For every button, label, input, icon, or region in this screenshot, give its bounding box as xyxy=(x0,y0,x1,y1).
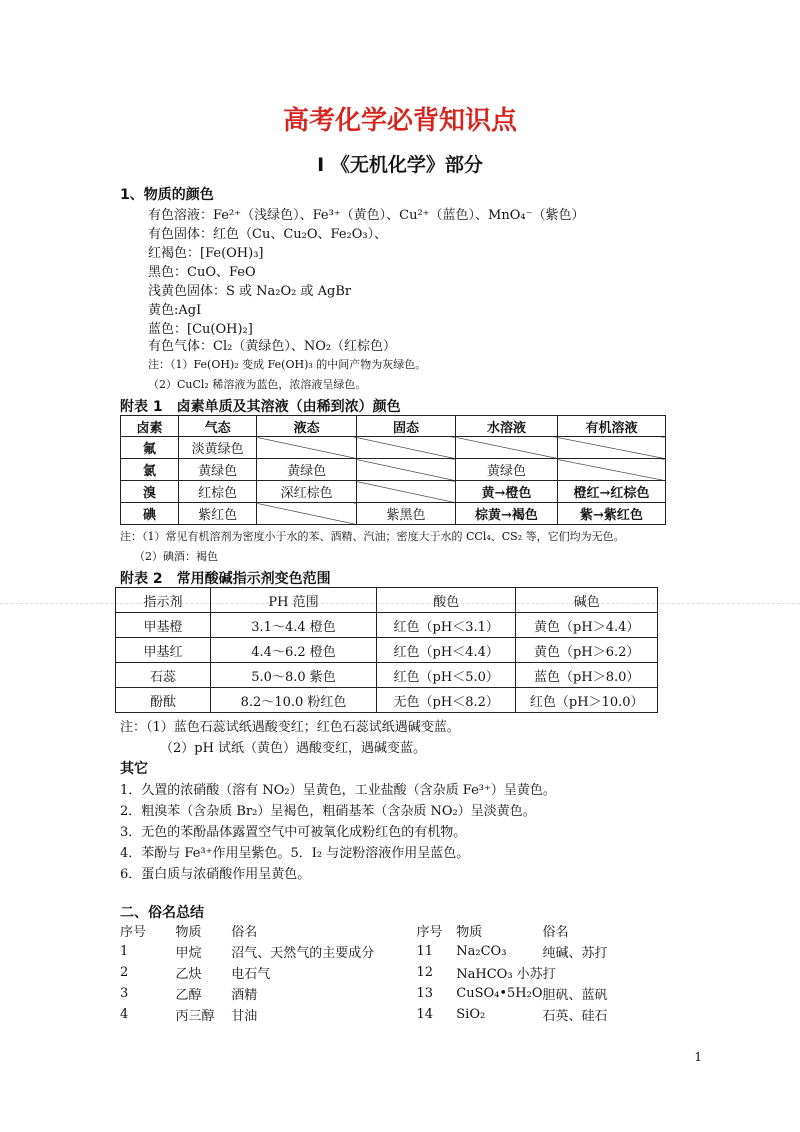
table2-caption: 附表 2 常用酸碱指示剂变色范围 xyxy=(120,571,331,587)
table1-cell-empty xyxy=(456,437,558,459)
table1-cell: 橙红→红棕色 xyxy=(557,481,665,503)
table1-header: 卤素 xyxy=(121,416,179,437)
table1-cell: 红棕色 xyxy=(179,481,257,503)
names-cell: 石英、硅石 xyxy=(542,1009,608,1024)
table2-cell: 红色（pH＜5.0） xyxy=(377,663,516,688)
indicator-table xyxy=(115,587,658,713)
other-heading: 其它 xyxy=(120,761,148,777)
table2-cell: 黄色（pH＞4.4） xyxy=(516,613,658,638)
table2-note: （2）pH 试纸（黄色）遇酸变红，遇碱变蓝。 xyxy=(160,741,427,756)
table2-cell: 4.4～6.2 橙色 xyxy=(211,638,377,663)
table1-cell-empty xyxy=(557,437,665,459)
names-header: 俗名 xyxy=(542,925,569,940)
section1-note: （2）CuCl₂ 稀溶液为蓝色，浓溶液呈绿色。 xyxy=(148,378,367,391)
names-header: 物质 xyxy=(175,925,202,940)
table1-cell: 深红棕色 xyxy=(257,481,357,503)
names-cell: 13 xyxy=(416,986,434,1001)
table2-cell: 黄色（pH＞6.2） xyxy=(516,638,658,663)
other-line: 3．无色的苯酚晶体露置空气中可被氧化成粉红色的有机物。 xyxy=(120,825,467,840)
table1-caption: 附表 1 卤素单质及其溶液（由稀到浓）颜色 xyxy=(120,399,401,415)
names-cell: 1 xyxy=(120,944,129,959)
table1-cell: 碘 xyxy=(121,503,179,525)
names-cell: 胆矾、蓝矾 xyxy=(542,988,608,1003)
names-cell: 2 xyxy=(120,965,129,980)
section1-line: 有色溶液：Fe²⁺（浅绿色）、Fe³⁺（黄色）、Cu²⁺（蓝色）、MnO₄⁻（紫色） xyxy=(148,208,585,223)
table1-cell: 紫黑色 xyxy=(356,503,455,525)
table2-header: 酸色 xyxy=(377,588,516,613)
table1-cell: 氯 xyxy=(121,459,179,481)
names-cell: Na₂CO₃ xyxy=(456,944,507,959)
table1-cell: 棕黄→褐色 xyxy=(456,503,558,525)
section1-line: 黑色：CuO、FeO xyxy=(148,265,256,280)
names-cell: SiO₂ xyxy=(456,1007,486,1022)
table1-note: 注：（1）常见有机溶剂为密度小于水的苯、酒精、汽油；密度大于水的 CCl₄、CS₂ 等，它们均为无色。 xyxy=(120,530,625,543)
section1-line: 黄色:AgI xyxy=(148,303,202,318)
table1-cell: 溴 xyxy=(121,481,179,503)
table1-note: （2）碘酒：褐色 xyxy=(134,550,218,563)
section1-heading: 1、物质的颜色 xyxy=(120,187,214,203)
halogen-color-table xyxy=(120,415,666,525)
table1-cell: 黄绿色 xyxy=(179,459,257,481)
section1-line: 有色固体：红色（Cu、Cu₂O、Fe₂O₃）、 xyxy=(148,227,388,242)
names-cell: 乙醇 xyxy=(175,988,202,1003)
names-header: 俗名 xyxy=(231,925,258,940)
other-line: 1．久置的浓硝酸（溶有 NO₂）呈黄色，工业盐酸（含杂质 Fe³⁺）呈黄色。 xyxy=(120,783,556,798)
names-cell: 11 xyxy=(416,944,434,959)
table1-cell-empty xyxy=(257,437,357,459)
table2-cell: 无色（pH＜8.2） xyxy=(377,688,516,713)
section1-line: 浅黄色固体：S 或 Na₂O₂ 或 AgBr xyxy=(148,284,352,299)
names-cell: 乙炔 xyxy=(175,967,202,982)
table2-cell: 8.2～10.0 粉红色 xyxy=(211,688,377,713)
table1-cell-empty xyxy=(557,459,665,481)
table1-header: 气态 xyxy=(179,416,257,437)
names-cell: 酒精 xyxy=(231,988,258,1003)
table1-cell: 氟 xyxy=(121,437,179,459)
table2-header: 碱色 xyxy=(516,588,658,613)
names-header: 物质 xyxy=(456,925,483,940)
other-line: 4．苯酚与 Fe³⁺作用呈紫色。5．I₂ 与淀粉溶液作用呈蓝色。 xyxy=(120,846,470,861)
names-header: 序号 xyxy=(120,925,147,940)
names-header: 序号 xyxy=(416,925,443,940)
table1-header: 固态 xyxy=(356,416,455,437)
section1-line: 有色气体：Cl₂（黄绿色）、NO₂（红棕色） xyxy=(148,339,397,354)
names-cell: 沼气、天然气的主要成分 xyxy=(231,946,375,961)
table1-cell: 黄绿色 xyxy=(257,459,357,481)
common-names-table xyxy=(120,920,640,1025)
names-cell: 甘油 xyxy=(231,1009,258,1024)
table1-cell: 紫→紫红色 xyxy=(557,503,665,525)
table2-cell: 3.1～4.4 橙色 xyxy=(211,613,377,638)
names-cell: 14 xyxy=(416,1007,434,1022)
page-subtitle: I 《无机化学》部分 xyxy=(317,154,483,176)
other-line: 6．蛋白质与浓硝酸作用呈黄色。 xyxy=(120,867,311,882)
page-number: 1 xyxy=(694,1050,702,1064)
table2-header: PH 范围 xyxy=(211,588,377,613)
table2-cell: 红色（pH＜4.4） xyxy=(377,638,516,663)
table1-cell-empty xyxy=(356,437,455,459)
table2-cell: 蓝色（pH＞8.0） xyxy=(516,663,658,688)
table2-header: 指示剂 xyxy=(116,588,211,613)
table1-cell: 紫红色 xyxy=(179,503,257,525)
names-cell: 12 xyxy=(416,965,434,980)
table2-cell: 甲基橙 xyxy=(116,613,211,638)
table2-cell: 红色（pH＞10.0） xyxy=(516,688,658,713)
table1-cell: 黄→橙色 xyxy=(456,481,558,503)
table1-cell: 淡黄绿色 xyxy=(179,437,257,459)
table2-cell: 石蕊 xyxy=(116,663,211,688)
table1-cell-empty xyxy=(356,481,455,503)
names-cell: CuSO₄•5H₂O xyxy=(456,986,543,1001)
table2-cell: 红色（pH＜3.1） xyxy=(377,613,516,638)
table1-header: 有机溶液 xyxy=(557,416,665,437)
section1-line: 红褐色：[Fe(OH)₃] xyxy=(148,246,264,261)
table2-cell: 甲基红 xyxy=(116,638,211,663)
table1-cell: 黄绿色 xyxy=(456,459,558,481)
names-cell: 4 xyxy=(120,1007,129,1022)
table1-header: 水溶液 xyxy=(456,416,558,437)
names-cell: 甲烷 xyxy=(175,946,202,961)
section1-line: 蓝色：[Cu(OH)₂] xyxy=(148,322,253,337)
table2-cell: 5.0～8.0 紫色 xyxy=(211,663,377,688)
page-title: 高考化学必背知识点 xyxy=(282,106,517,136)
other-line: 2．粗溴苯（含杂质 Br₂）呈褐色，粗硝基苯（含杂质 NO₂）呈淡黄色。 xyxy=(120,804,536,819)
table1-cell-empty xyxy=(356,459,455,481)
names-cell: 纯碱、苏打 xyxy=(542,946,608,961)
section2-heading: 二、俗名总结 xyxy=(120,905,204,921)
names-cell: 丙三醇 xyxy=(175,1009,215,1024)
table1-header: 液态 xyxy=(257,416,357,437)
table1-cell-empty xyxy=(257,503,357,525)
section1-note: 注：（1）Fe(OH)₂ 变成 Fe(OH)₃ 的中间产物为灰绿色。 xyxy=(148,358,427,371)
table2-cell: 酚酞 xyxy=(116,688,211,713)
names-cell: 3 xyxy=(120,986,129,1001)
table2-note: 注：（1）蓝色石蕊试纸遇酸变红；红色石蕊试纸遇碱变蓝。 xyxy=(120,720,460,735)
names-cell: NaHCO₃ 小苏打 xyxy=(456,967,556,982)
names-cell: 电石气 xyxy=(231,967,271,982)
